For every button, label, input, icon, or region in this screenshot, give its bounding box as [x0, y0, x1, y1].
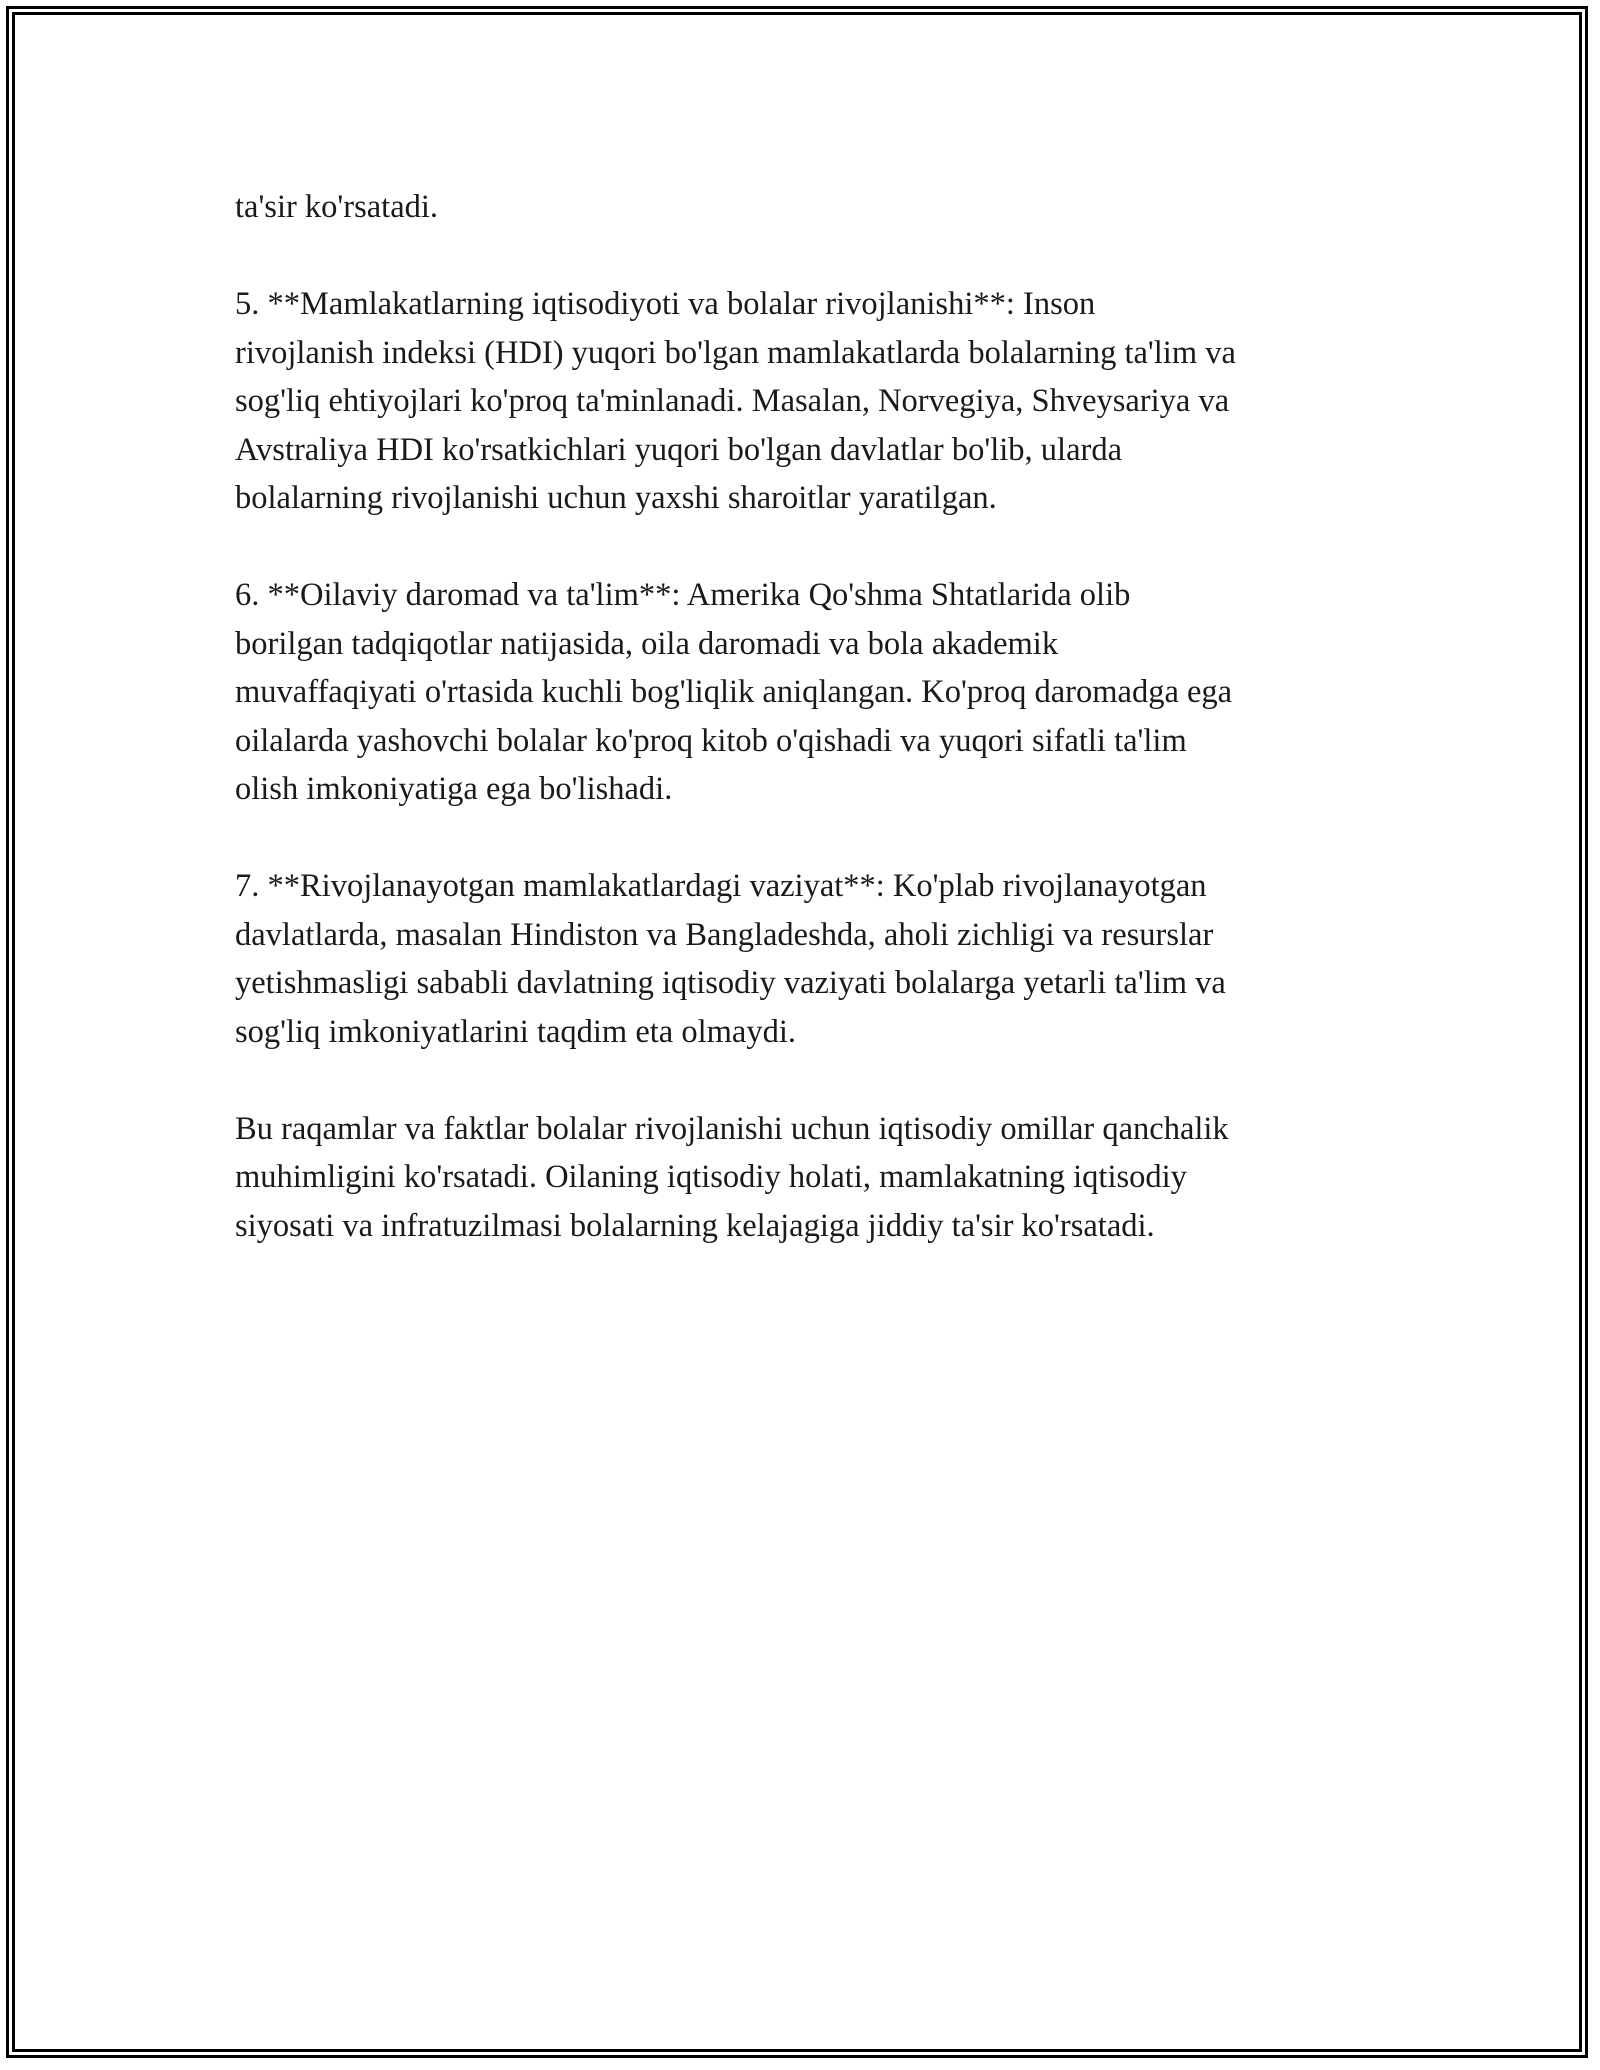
paragraph-conclusion: Bu raqamlar va faktlar bolalar rivojlanishi uchun iqtisodiy omillar qanchalik muhimligini ko'rsatadi. Oilaning iqtisodiy holati, mamlakatning iqtisodiy siyosati va infratuzilmasi bolalarning kelajagiga jiddiy ta'sir ko'rsatadi.	[235, 1110, 1229, 1244]
paragraph-continuation: ta'sir ko'rsatadi.	[235, 189, 439, 225]
paragraph-item-5: 5. **Mamlakatlarning iqtisodiyoti va bolalar rivojlanishi**: Inson rivojlanish indeksi (HDI) yuqori bo'lgan mamlakatlarda bolalarning ta'lim va sog'liq ehtiyojlari ko'proq ta'minlanadi. Masalan, Norvegiya, Shveysariya va Avstraliya HDI ko'rsatkichlari yuqori bo'lgan davlatlar bo'lib, ularda bolalarning rivojlanishi uchun yaxshi sharoitlar yaratilgan.	[235, 286, 1236, 516]
paragraph-item-6: 6. **Oilaviy daromad va ta'lim**: Amerika Qo'shma Shtatlarida olib borilgan tadqiqotlar natijasida, oila daromadi va bola akademik muvaffaqiyati o'rtasida kuchli bog'liqlik aniqlangan. Ko'proq daromadga ega oilalarda yashovchi bolalar ko'proq kitob o'qishadi va yuqori sifatli ta'lim olish imkoniyatiga ega bo'lishadi.	[235, 577, 1233, 807]
paragraph-item-7: 7. **Rivojlanayotgan mamlakatlardagi vaziyat**: Ko'plab rivojlanayotgan davlatlarda, masalan Hindiston va Bangladeshda, aholi zichligi va resurslar yetishmasligi sababli davlatning iqtisodiy vaziyati bolalarga yetarli ta'lim va sog'liq imkoniyatlarini taqdim eta olmaydi.	[235, 868, 1226, 1050]
document-body	[235, 183, 1385, 1299]
